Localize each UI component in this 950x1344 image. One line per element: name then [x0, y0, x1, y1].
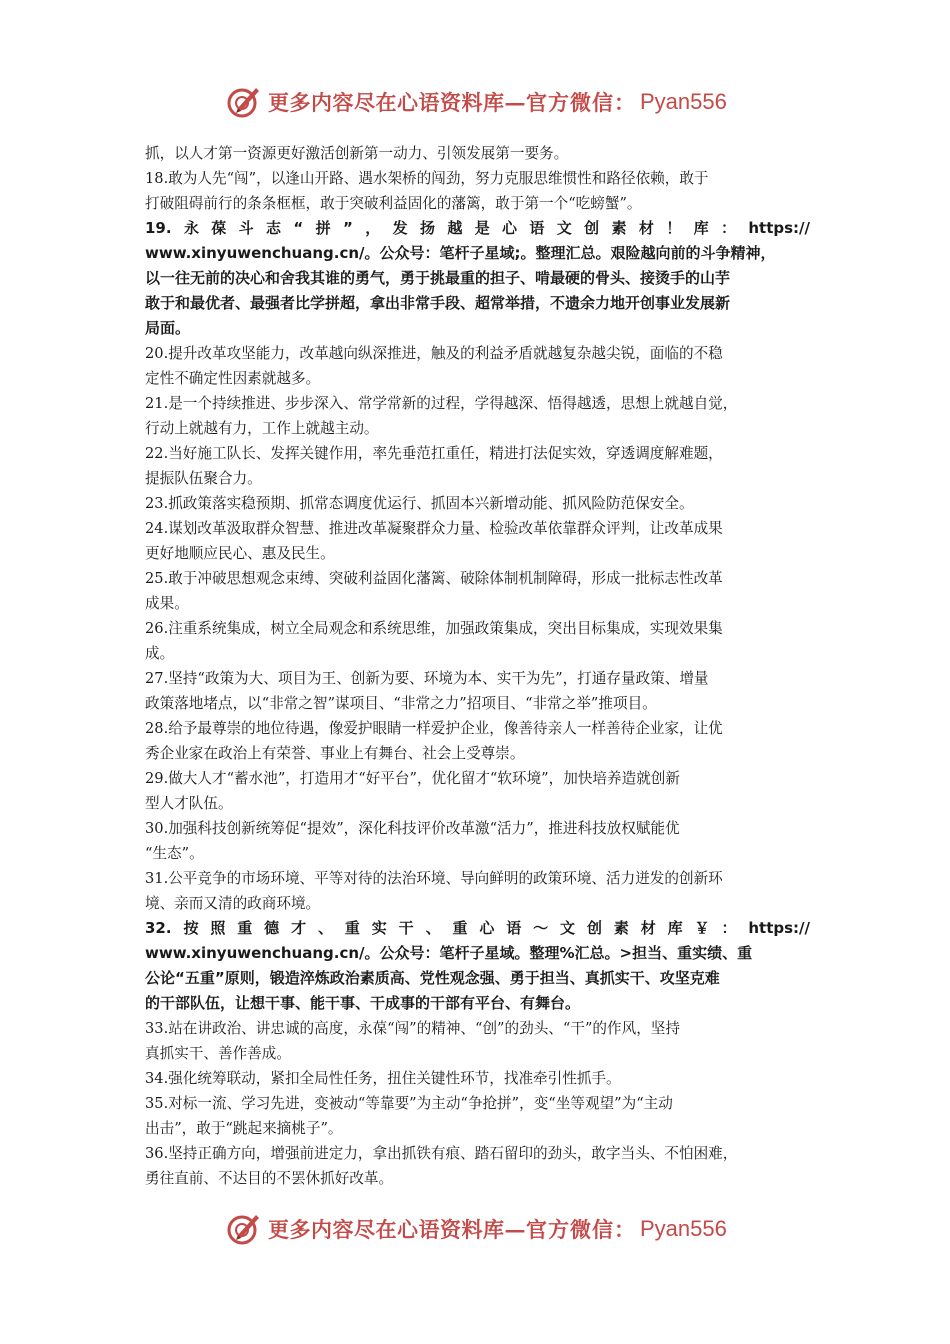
text-line: 22.当好施工队长、发挥关键作用，率先垂范扛重任，精进打法促实效，穿透调度解难题，	[145, 445, 723, 462]
banner-wechat-label: 官方微信：	[526, 90, 636, 115]
text-line: 提振队伍聚合力。	[145, 470, 262, 487]
text-line: 20.提升改革攻坚能力，改革越向纵深推进，触及的利益矛盾就越复杂越尖锐，面临的不稳	[145, 345, 723, 362]
text-line: 21.是一个持续推进、步步深入、常学常新的过程，学得越深、悟得越透，思想上就越自觉，	[145, 395, 738, 412]
text-line: 秀企业家在政治上有荣誉、事业上有舞台、社会上受尊崇。	[145, 745, 525, 762]
text-line: 敢于和最优者、最强者比学拼超，拿出非常手段、超常举措，不遗余力地开创事业发展新	[145, 294, 731, 312]
text-line: 18.敢为人先“闯”，以逢山开路、遇水架桥的闯劲，努力克服思维惯性和路径依赖，敢于	[145, 170, 709, 187]
text-line: www.xinyuwenchuang.cn/。公众号：笔杆子星域。整理%汇总。>担当、重实绩、重	[145, 944, 753, 962]
header-banner	[226, 82, 727, 122]
banner-title: 更多内容尽在心语资料库—	[268, 1217, 526, 1242]
text-line: 23.抓政策落实稳预期、抓常态调度优运行、抓固本兴新增动能、抓风险防范保安全。	[145, 495, 694, 512]
text-line: 19.永葆斗志“拼”，发扬越是心语文创素材！库：https://	[145, 219, 810, 237]
text-line: 成。	[145, 645, 175, 662]
footer-banner	[226, 1209, 727, 1249]
text-line: “生态”。	[145, 845, 204, 862]
text-line: 更好地顺应民心、惠及民生。	[145, 545, 335, 562]
text-line: 局面。	[145, 319, 191, 337]
text-line: 33.站在讲政治、讲忠诚的高度，永葆“闯”的精神、“创”的劲头、“干”的作风，坚持	[145, 1020, 680, 1037]
text-line: 35.对标一流、学习先进，变被动“等靠要”为主动“争抢拼”，变“坐等观望”为“主动	[145, 1095, 673, 1112]
banner-wechat-id: Pyan556	[640, 89, 727, 114]
text-line: 28.给予最尊崇的地位待遇，像爱护眼睛一样爱护企业，像善待亲人一样善待企业家，让优	[145, 720, 723, 737]
text-line: 29.做大人才“蓄水池”，打造用才“好平台”，优化留才“软环境”，加快培养造就创新	[145, 770, 680, 787]
text-line: 的干部队伍，让想干事、能干事、干成事的干部有平台、有舞台。	[145, 994, 581, 1012]
text-line: 26.注重系统集成，树立全局观念和系统思维，加强政策集成，突出目标集成，实现效果集	[145, 620, 723, 637]
text-line: 真抓实干、善作善成。	[145, 1045, 291, 1062]
text-line: 打破阻碍前行的条条框框，敢于突破利益固化的藩篱，敢于第一个“吃螃蟹”。	[145, 195, 642, 212]
text-line: 25.敢于冲破思想观念束缚、突破利益固化藩篱、破除体制机制障碍，形成一批标志性改革	[145, 570, 723, 587]
text-line: 型人才队伍。	[145, 795, 233, 812]
text-line: 行动上就越有力，工作上就越主动。	[145, 420, 379, 437]
pen-logo-icon	[226, 1211, 262, 1247]
text-line: 36.坚持正确方向，增强前进定力，拿出抓铁有痕、踏石留印的劲头，敢字当头、不怕困难，	[145, 1145, 738, 1162]
document-body	[145, 141, 810, 1191]
text-line: 勇往直前、不达目的不罢休抓好改革。	[145, 1170, 394, 1187]
text-line: 32.按照重德才、重实干、重心语～文创素材库￥：https://	[145, 919, 810, 937]
text-line: 境、亲而又清的政商环境。	[145, 895, 321, 912]
text-line: 34.强化统筹联动，紧扣全局性任务，扭住关键性环节，找准牵引性抓手。	[145, 1070, 621, 1087]
text-line: 27.坚持“政策为大、项目为王、创新为要、环境为本、实干为先”，打通存量政策、增量	[145, 670, 709, 687]
text-line: 24.谋划改革汲取群众智慧、推进改革凝聚群众力量、检验改革依靠群众评判，让改革成果	[145, 520, 723, 537]
pen-logo-icon	[226, 84, 262, 120]
text-line: 以一往无前的决心和舍我其谁的勇气，勇于挑最重的担子、啃最硬的骨头、接烫手的山芋	[145, 269, 731, 287]
banner-title: 更多内容尽在心语资料库—	[268, 90, 526, 115]
text-line: 成果。	[145, 595, 189, 612]
text-line: www.xinyuwenchuang.cn/。公众号：笔杆子星域;。整理汇总。艰险越向前的斗争精神，	[145, 244, 776, 262]
banner-wechat-label: 官方微信：	[526, 1217, 636, 1242]
text-line: 定性不确定性因素就越多。	[145, 370, 321, 387]
text-line: 31.公平竞争的市场环境、平等对待的法治环境、导向鲜明的政策环境、活力迸发的创新环	[145, 870, 723, 887]
text-line: 30.加强科技创新统筹促“提效”，深化科技评价改革激“活力”，推进科技放权赋能优	[145, 820, 680, 837]
text-line: 政策落地堵点，以“非常之智”谋项目、“非常之力”招项目、“非常之举”推项目。	[145, 695, 657, 712]
banner-wechat-id: Pyan556	[640, 1216, 727, 1241]
text-line: 出击”，敢于“跳起来摘桃子”。	[145, 1120, 343, 1137]
text-line: 公论“五重”原则，锻造淬炼政治素质高、党性观念强、勇于担当、真抓实干、攻坚克难	[145, 969, 720, 987]
text-line: 抓，以人才第一资源更好激活创新第一动力、引领发展第一要务。	[145, 145, 569, 162]
